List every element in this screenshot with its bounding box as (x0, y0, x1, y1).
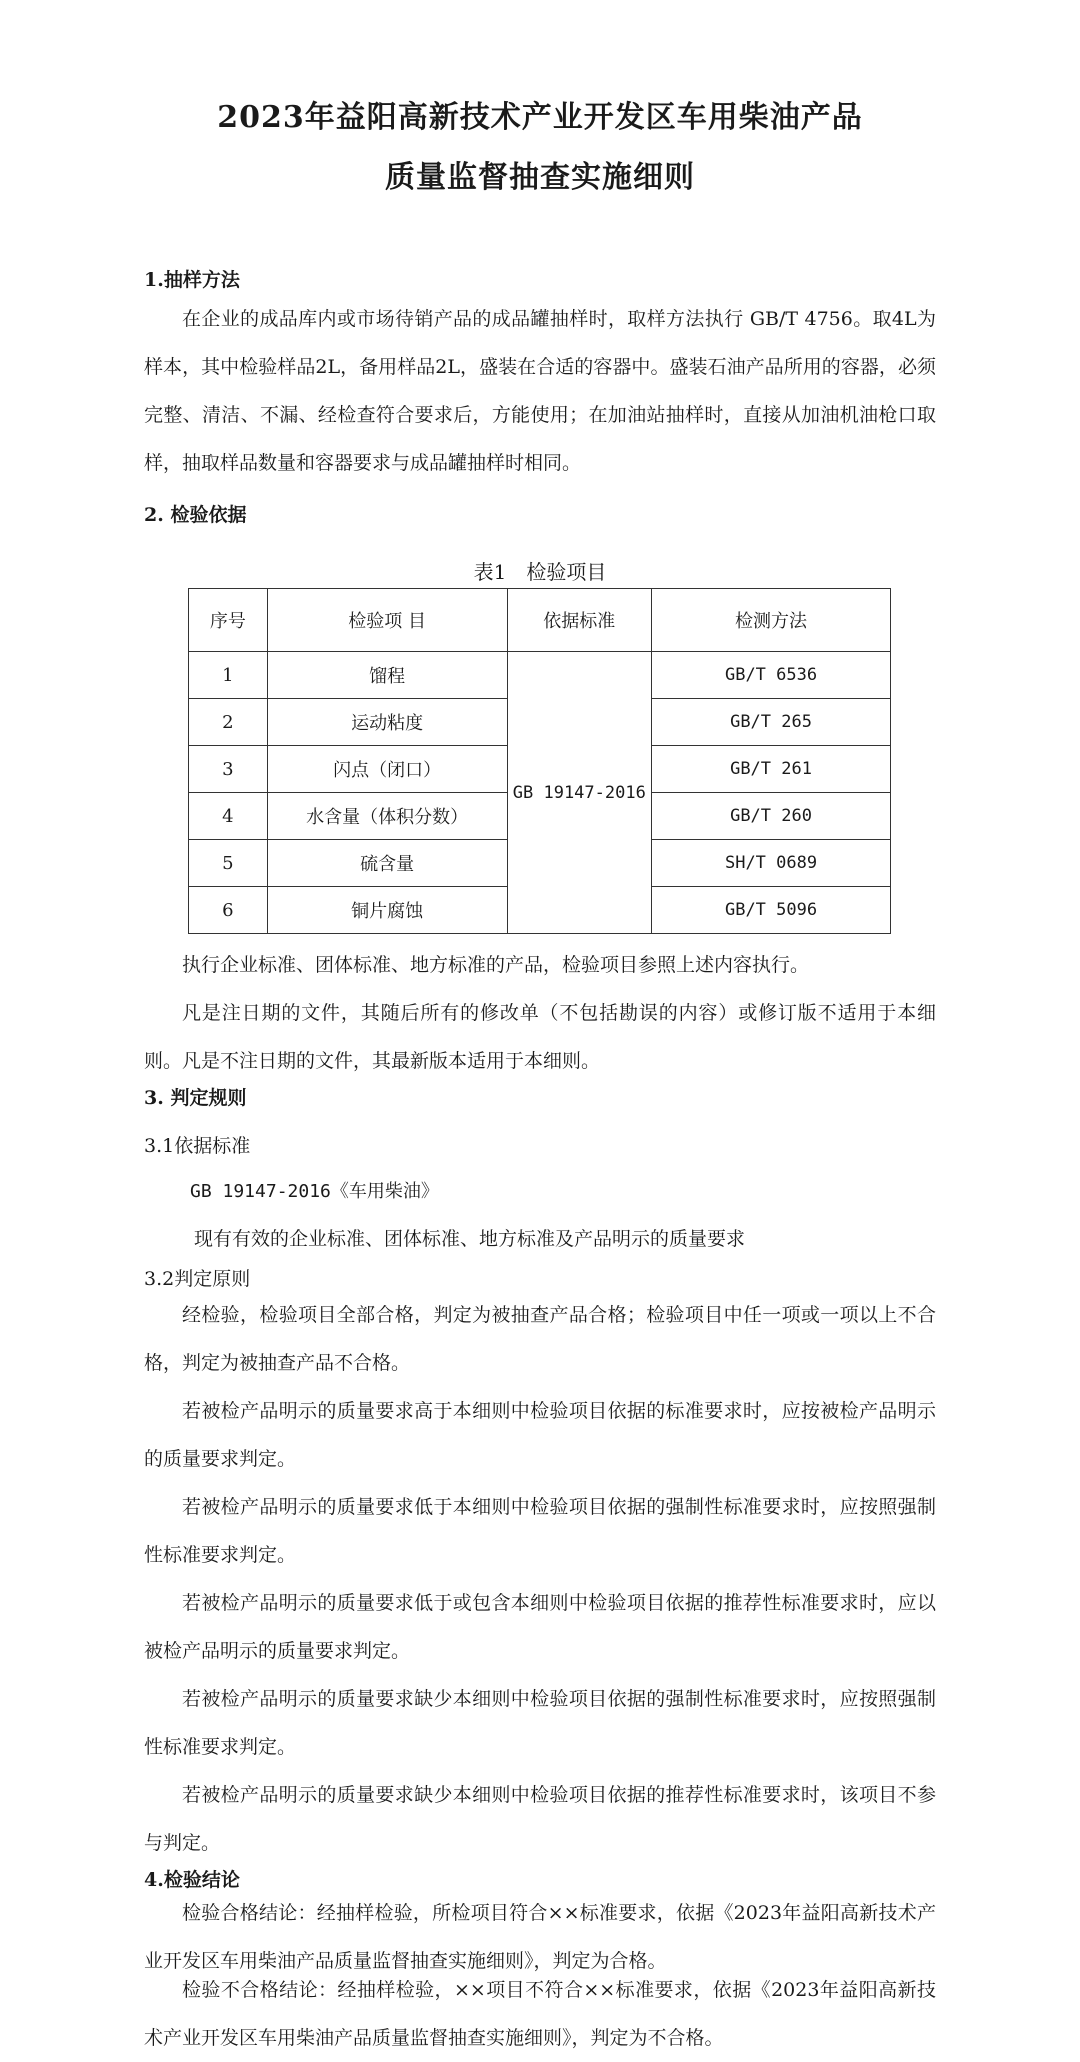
row-item: 馏程 (267, 652, 507, 699)
section1-heading: 1.抽样方法 (144, 269, 240, 291)
row-method: GB/T 265 (652, 699, 891, 746)
row-method: GB/T 6536 (652, 652, 891, 699)
section3-sub1: 3.1依据标准 (144, 1135, 251, 1157)
row-no: 1 (189, 652, 268, 699)
section3-principle3: 若被检产品明示的质量要求低于本细则中检验项目依据的强制性标准要求时，应按照强制性标准要求判定。 (144, 1496, 936, 1566)
header-method: 检测方法 (652, 589, 891, 652)
row-method: GB/T 261 (652, 746, 891, 793)
inspection-items-table (188, 588, 891, 934)
section2-heading: 2. 检验依据 (144, 504, 247, 526)
table-header-row (189, 589, 891, 652)
table-row (189, 652, 891, 699)
row-item: 闪点（闭口） (267, 746, 507, 793)
header-item: 检验项 目 (267, 589, 507, 652)
section3-principle4: 若被检产品明示的质量要求低于或包含本细则中检验项目依据的推荐性标准要求时，应以被检产品明示的质量要求判定。 (144, 1592, 936, 1662)
section3-standard2: 现有有效的企业标准、团体标准、地方标准及产品明示的质量要求 (194, 1228, 746, 1250)
row-item: 铜片腐蚀 (267, 887, 507, 934)
row-item: 硫含量 (267, 840, 507, 887)
section3-sub2: 3.2判定原则 (144, 1268, 251, 1290)
document-title-line1: 2023年益阳高新技术产业开发区车用柴油产品 (217, 100, 863, 135)
section2-note2: 凡是注日期的文件，其随后所有的修改单（不包括勘误的内容）或修订版不适用于本细则。凡是不注日期的文件，其最新版本适用于本细则。 (144, 1002, 936, 1072)
section2-note1: 执行企业标准、团体标准、地方标准的产品，检验项目参照上述内容执行。 (182, 954, 810, 976)
section4-conclusion-fail: 检验不合格结论：经抽样检验，××项目不符合××标准要求，依据《2023年益阳高新技术产业开发区车用柴油产品质量监督抽查实施细则》，判定为不合格。 (144, 1979, 936, 2049)
row-item: 运动粘度 (267, 699, 507, 746)
row-standard: GB 19147-2016 (507, 652, 652, 934)
section4-heading: 4.检验结论 (144, 1869, 240, 1891)
row-no: 2 (189, 699, 268, 746)
header-standard: 依据标准 (507, 589, 652, 652)
row-method: SH/T 0689 (652, 840, 891, 887)
document-title-line2: 质量监督抽查实施细则 (385, 160, 695, 195)
header-no: 序号 (189, 589, 268, 652)
row-no: 4 (189, 793, 268, 840)
table-caption: 表1 检验项目 (473, 560, 607, 584)
row-no: 3 (189, 746, 268, 793)
section3-heading: 3. 判定规则 (144, 1087, 247, 1109)
section1-paragraph: 在企业的成品库内或市场待销产品的成品罐抽样时，取样方法执行 GB/T 4756。取4L为样本，其中检验样品2L，备用样品2L，盛装在合适的容器中。盛装石油产品所用的容器，必须完整、清洁、不漏、经检查符合要求后，方能使用；在加油站抽样时，直接从加油机油枪口取样，抽取样品数量和容器要求与成品罐抽样时相同。 (144, 308, 936, 474)
section3-principle5: 若被检产品明示的质量要求缺少本细则中检验项目依据的强制性标准要求时，应按照强制性标准要求判定。 (144, 1688, 936, 1758)
row-method: GB/T 260 (652, 793, 891, 840)
row-no: 5 (189, 840, 268, 887)
section3-standard1: GB 19147-2016《车用柴油》 (190, 1181, 439, 1202)
section3-principle2: 若被检产品明示的质量要求高于本细则中检验项目依据的标准要求时，应按被检产品明示的质量要求判定。 (144, 1400, 936, 1470)
row-method: GB/T 5096 (652, 887, 891, 934)
section4-conclusion-pass: 检验合格结论：经抽样检验，所检项目符合××标准要求，依据《2023年益阳高新技术产业开发区车用柴油产品质量监督抽查实施细则》，判定为合格。 (144, 1902, 936, 1972)
row-no: 6 (189, 887, 268, 934)
row-item: 水含量（体积分数） (267, 793, 507, 840)
section3-principle1: 经检验，检验项目全部合格，判定为被抽查产品合格；检验项目中任一项或一项以上不合格，判定为被抽查产品不合格。 (144, 1304, 936, 1374)
section3-principle6: 若被检产品明示的质量要求缺少本细则中检验项目依据的推荐性标准要求时，该项目不参与判定。 (144, 1784, 936, 1854)
